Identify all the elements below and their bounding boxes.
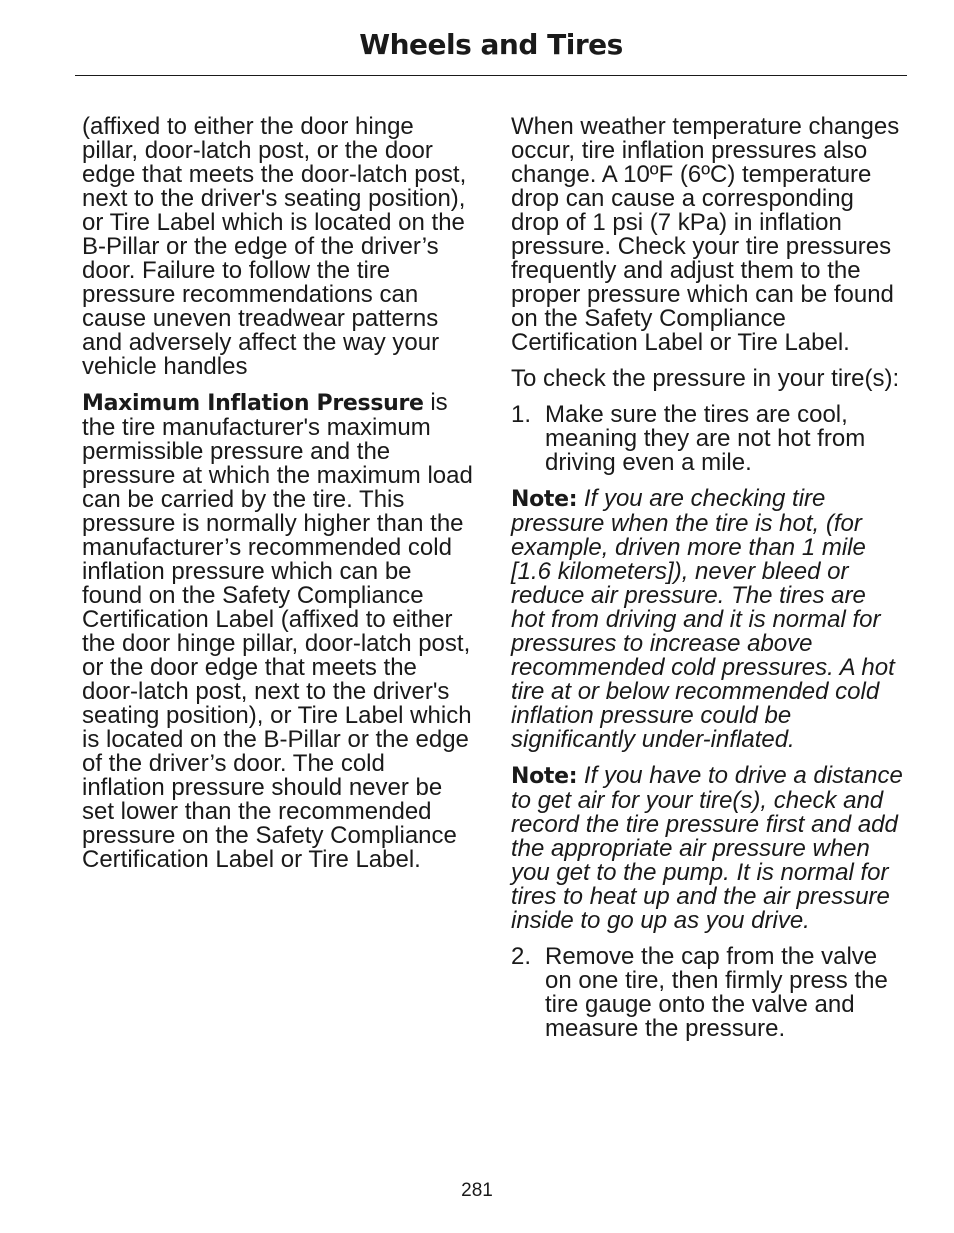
step-number: 1. — [511, 401, 532, 428]
note-drive-distance — [511, 764, 905, 933]
note-label: Note: — [511, 764, 578, 789]
page-title: Wheels and Tires — [359, 28, 623, 61]
header-divider — [75, 75, 907, 76]
max-inflation-definition: is the tire manufacturer's maximum permissible pressure and the pressure at which the maximum load can be carried by the tire. This pressure is normally higher than the manufacturer’s recommended cold inflation pressure which can be found on the Safety Compliance Certification Label (affixed to either the door hinge pillar, door-latch post, or the door edge that meets the door-latch post, next to the driver's seating position), or Tire Label which is located on the B-Pillar or the edge of the driver’s door. The cold inflation pressure should never be set lower than the recommended pressure on the Safety Compliance Certification Label or Tire Label. — [82, 389, 473, 873]
step-1 — [511, 403, 905, 475]
paragraph-max-inflation-pressure — [82, 391, 474, 872]
step-text: Remove the cap from the valve on one tire, then firmly press the tire gauge onto the valve and measure the pressure. — [545, 943, 888, 1042]
note-text: If you have to drive a distance to get air for your tire(s), check and record the tire pressure first and add the appropriate air pressure when you get to the pump. It is normal for tires to heat up and the air pressure inside to go up as you drive. — [511, 762, 903, 934]
left-column — [82, 115, 474, 884]
note-label: Note: — [511, 487, 578, 512]
step-text: Make sure the tires are cool, meaning they are not hot from driving even a mile. — [545, 401, 866, 476]
page-number: 281 — [461, 1180, 493, 1201]
step-number: 2. — [511, 943, 532, 970]
term-max-inflation-pressure: Maximum Inflation Pressure — [82, 391, 424, 416]
note-text: If you are checking tire pressure when the tire is hot, (for example, driven more than 1 mile [1.6 kilometers]), never bleed or reduce air pressure. The tires are hot from driving and it is normal for pressures to increase above recommended cold pressures. A hot tire at or below recommended cold inflation pressure could be significantly under-inflated. — [511, 485, 895, 753]
note-hot-tire — [511, 487, 905, 752]
paragraph-tire-label-location: (affixed to either the door hinge pillar, door-latch post, or the door edge that meets the door-latch post, next to the driver's seating position), or Tire Label which is located on the B-Pillar or the edge of the driver’s door. Failure to follow the tire pressure recommendations can cause uneven treadwear patterns and adversely affect the way your vehicle handles — [82, 113, 467, 380]
paragraph-check-intro: To check the pressure in your tire(s): — [511, 365, 900, 392]
paragraph-temperature-changes: When weather temperature changes occur, tire inflation pressures also change. A 10ºF (6ºC) temperature drop can cause a corresponding drop of 1 psi (7 kPa) in inflation pressure. Check your tire pressures frequently and adjust them to the proper pressure which can be found on the Safety Compliance Certification Label or Tire Label. — [511, 113, 900, 356]
right-column — [511, 115, 905, 1053]
step-2 — [511, 945, 905, 1041]
